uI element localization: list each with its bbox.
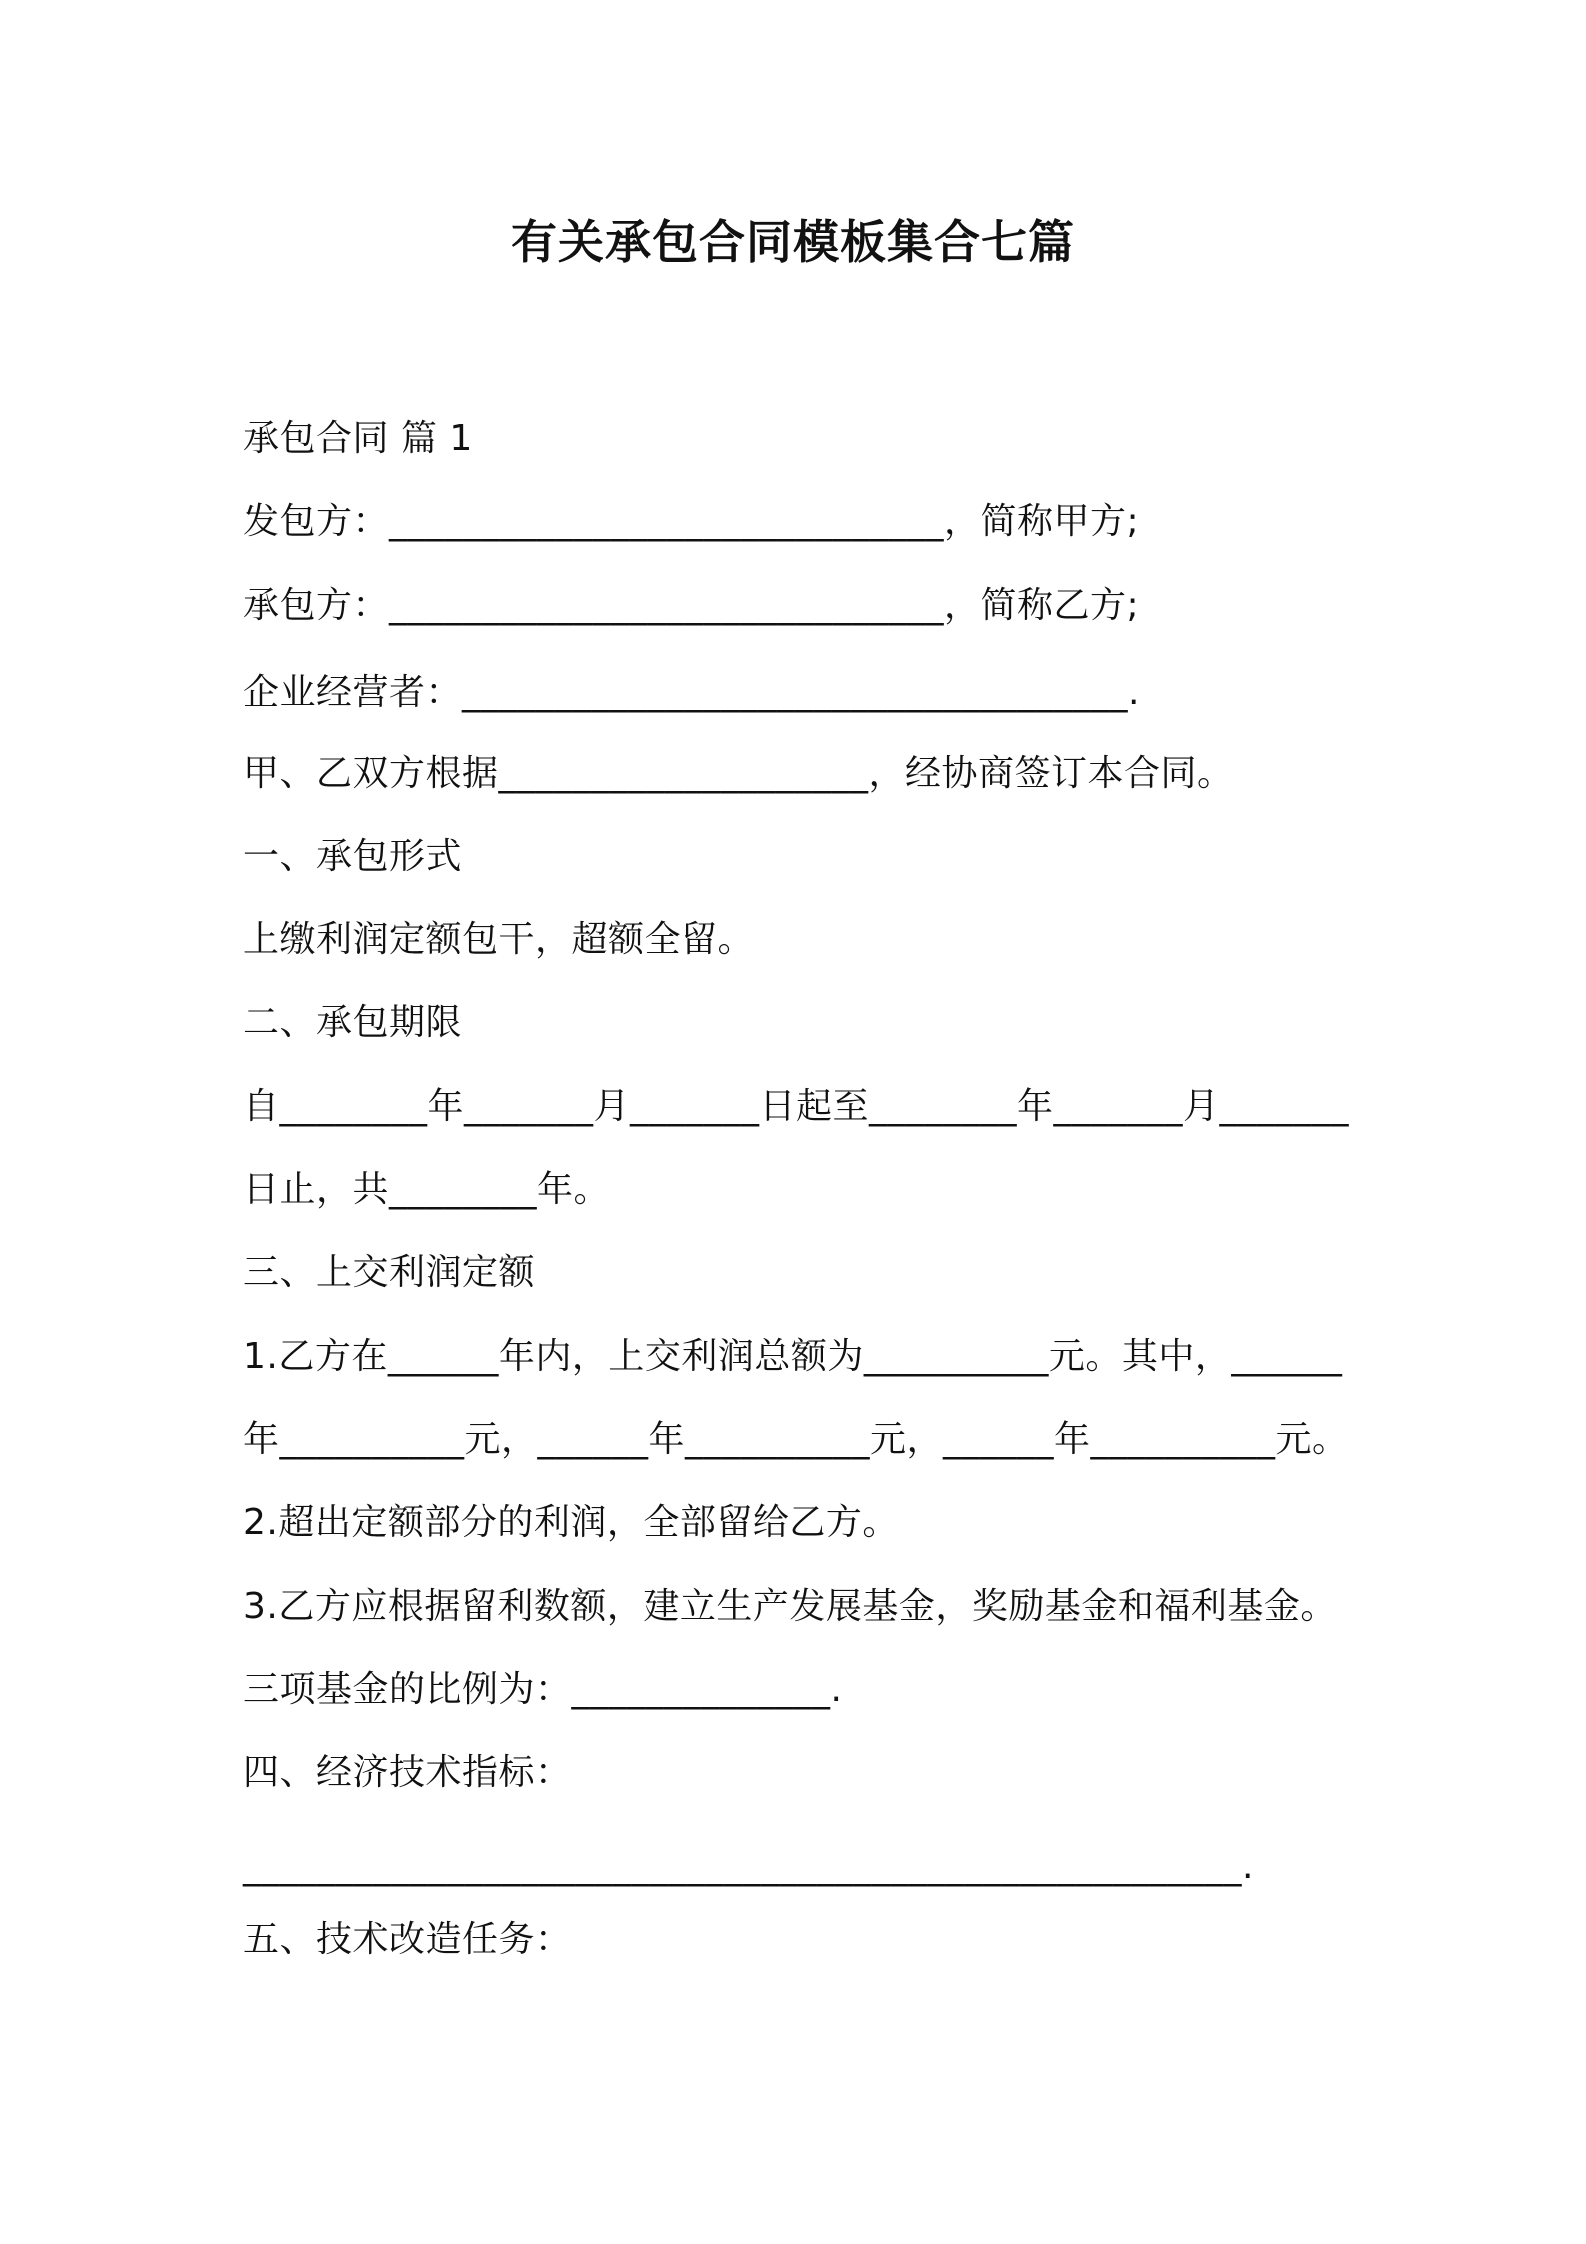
- section-heading-part-1: 承包合同 篇 1: [243, 418, 473, 459]
- clause-text-form: 上缴利润定额包干，超额全留。: [243, 919, 755, 960]
- contract-line-basis: 甲、乙双方根据____________________，经协商签订本合同。: [243, 753, 1234, 794]
- clause-heading-term: 二、承包期限: [243, 1002, 463, 1043]
- clause-heading-profit: 三、上交利润定额: [243, 1252, 536, 1293]
- contract-line-manager: 企业经营者：____________________________________.: [243, 672, 1140, 713]
- clause-heading-tech-renovation: 五、技术改造任务：: [243, 1919, 572, 1960]
- document-title: 有关承包合同模板集合七篇: [511, 215, 1075, 269]
- clause-text-indicators-blank: ______________________________________________________.: [243, 1846, 1254, 1887]
- clause-text-profit-line1: 1.乙方在______年内，上交利润总额为__________元。其中，______: [243, 1336, 1343, 1377]
- clause-heading-indicators: 四、经济技术指标：: [243, 1752, 572, 1793]
- clause-text-profit-item2: 2.超出定额部分的利润，全部留给乙方。: [243, 1502, 899, 1543]
- clause-text-fund-ratio: 三项基金的比例为：______________.: [243, 1669, 843, 1710]
- contract-line-employer: 发包方：______________________________，简称甲方;: [243, 501, 1140, 542]
- clause-text-profit-line2: 年__________元，______年__________元，______年__________元。: [243, 1419, 1349, 1460]
- clause-text-profit-item3: 3.乙方应根据留利数额，建立生产发展基金，奖励基金和福利基金。: [243, 1586, 1337, 1627]
- contract-line-contractor: 承包方：______________________________，简称乙方;: [243, 585, 1140, 626]
- clause-heading-form: 一、承包形式: [243, 836, 463, 877]
- clause-text-term-line1: 自________年_______月_______日起至________年_______月_______: [243, 1086, 1350, 1127]
- clause-text-term-line2: 日止，共________年。: [243, 1169, 611, 1210]
